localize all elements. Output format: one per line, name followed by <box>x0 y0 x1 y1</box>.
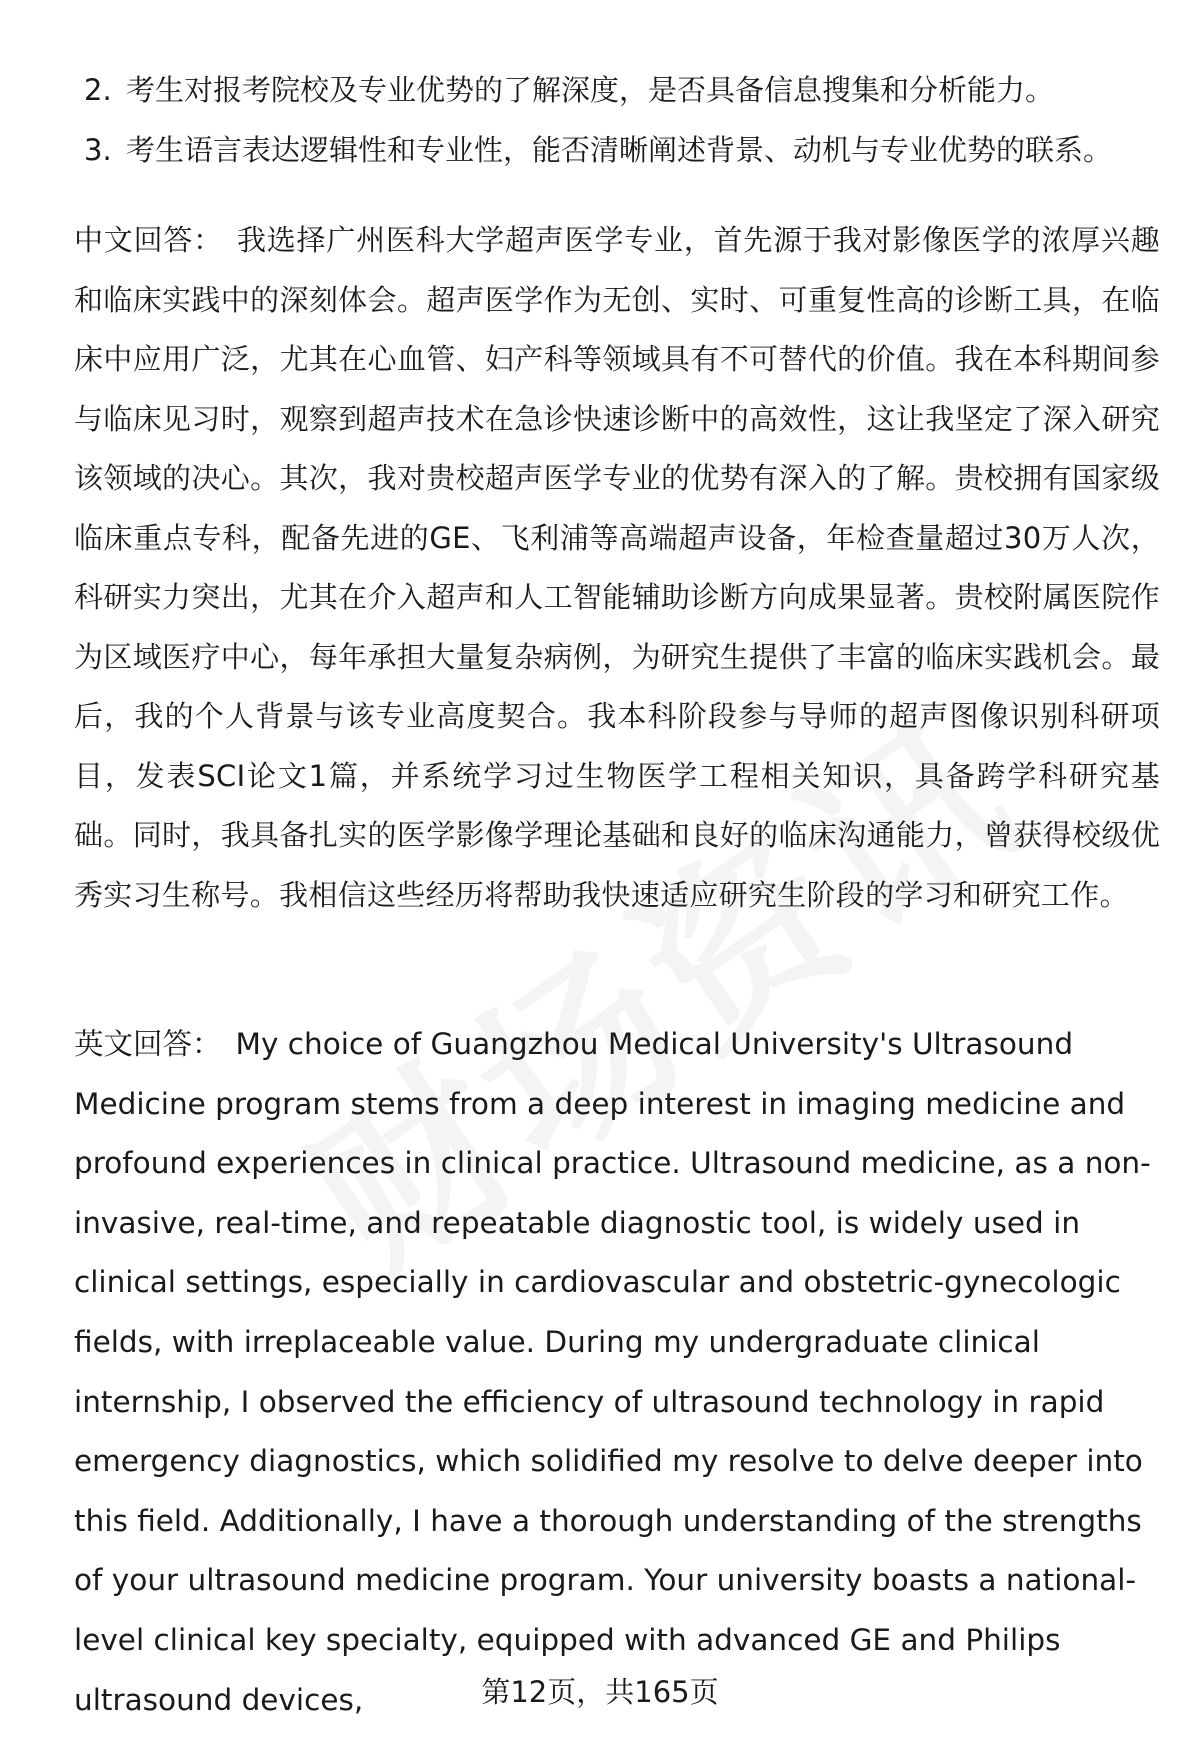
chinese-answer-paragraph <box>74 211 1160 925</box>
english-answer-paragraph <box>74 1015 1160 1730</box>
criteria-item <box>84 120 1164 180</box>
criteria-text: 考生对报考院校及专业优势的了解深度，是否具备信息搜集和分析能力。 <box>126 73 1055 107</box>
english-answer-label: 英文回答： <box>74 1027 222 1061</box>
criteria-item <box>84 60 1164 120</box>
criteria-list <box>84 60 1164 180</box>
criteria-text: 考生语言表达逻辑性和专业性，能否清晰阐述背景、动机与专业优势的联系。 <box>126 133 1113 167</box>
page-number: 第12页，共165页 <box>481 1675 719 1709</box>
criteria-number: 3. <box>84 133 112 167</box>
english-answer-text: My choice of Guangzhou Medical University's Ultrasound Medicine program stems from a deep interest in imaging medicine and profound experiences in clinical practice. Ultrasound medicine, as a non-invasive, real-time, and repeatable diagnostic tool, is widely used in clinical settings, especially in cardiovascular and obstetric-gynecologic fields, with irreplaceable value. During my undergraduate clinical internship, I observed the efficiency of ultrasound technology in rapid emergency diagnostics, which solidified my resolve to delve deeper into this field. Additionally, I have a thorough understanding of the strengths of your ultrasound medicine program. Your university boasts a national-level clinical key specialty, equipped with advanced GE and Philips ultrasound devices, <box>74 1027 1151 1717</box>
chinese-answer-text: 我选择广州医科大学超声医学专业，首先源于我对影像医学的浓厚兴趣和临床实践中的深刻体会。超声医学作为无创、实时、可重复性高的诊断工具，在临床中应用广泛，尤其在心血管、妇产科等领域具有不可替代的价值。我在本科期间参与临床见习时，观察到超声技术在急诊快速诊断中的高效性，这让我坚定了深入研究该领域的决心。其次，我对贵校超声医学专业的优势有深入的了解。贵校拥有国家级临床重点专科，配备先进的GE、飞利浦等高端超声设备，年检查量超过30万人次，科研实力突出，尤其在介入超声和人工智能辅助诊断方向成果显著。贵校附属医院作为区域医疗中心，每年承担大量复杂病例，为研究生提供了丰富的临床实践机会。最后，我的个人背景与该专业高度契合。我本科阶段参与导师的超声图像识别科研项目，发表SCI论文1篇，并系统学习过生物医学工程相关知识，具备跨学科研究基础。同时，我具备扎实的医学影像学理论基础和良好的临床沟通能力，曾获得校级优秀实习生称号。我相信这些经历将帮助我快速适应研究生阶段的学习和研究工作。 <box>74 223 1160 912</box>
chinese-answer-label: 中文回答： <box>74 223 223 257</box>
criteria-number: 2. <box>84 73 112 107</box>
